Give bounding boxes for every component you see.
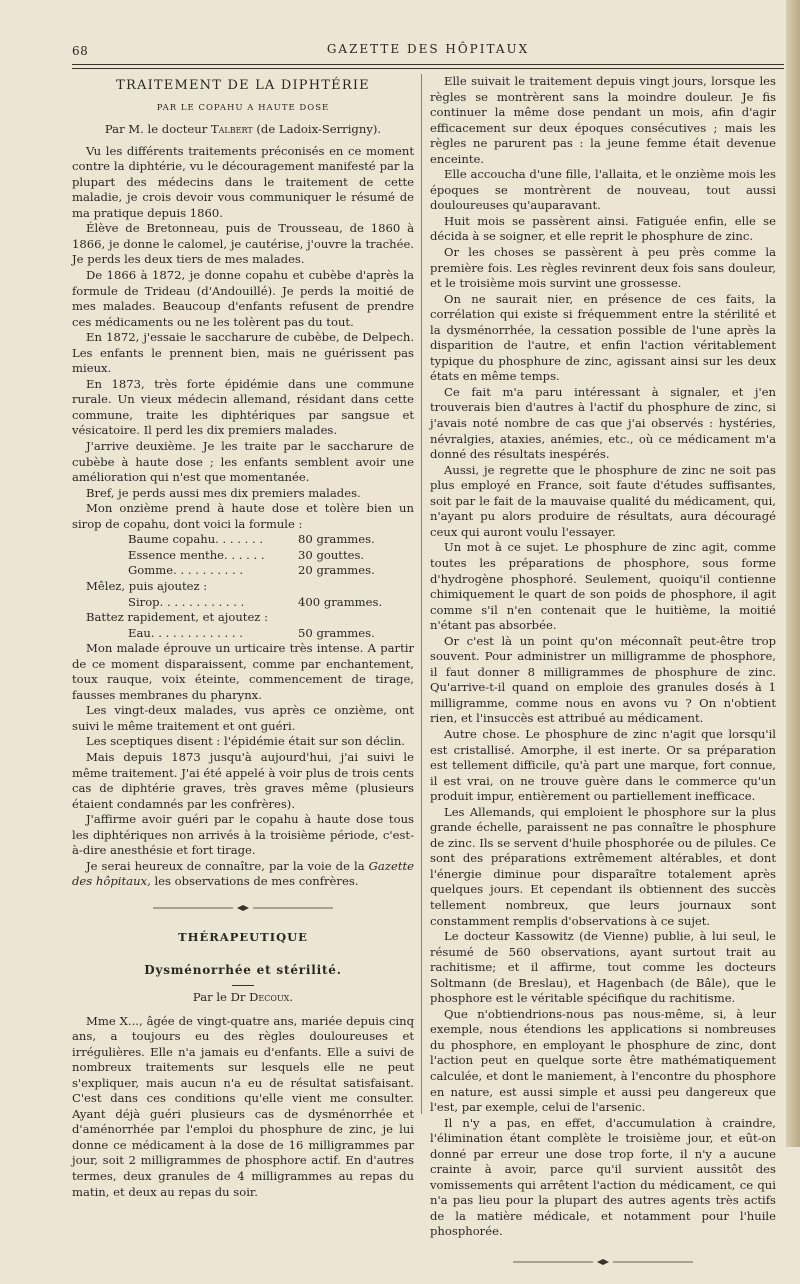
paragraph: J'affirme avoir guéri par le copahu à haute dose tous les diphtériques non arrivés à la troisième période, c'est-à-dire anesthésie et fort tirage.	[72, 812, 414, 858]
recipe-ingredient: Gomme. . . . . . . . . .	[128, 563, 244, 578]
paragraph: Or c'est là un point qu'on méconnaît peut-être trop souvent. Pour administrer un milligramme de phosphore, il faut donner 8 milligrammes de phosphure de zinc. Qu'arrive-t-il quand on emploie des granules dosés à 1 milligramme, comme nous en avons vu ? On n'obtient rien, et l'insuccès est attribué au médicament.	[430, 633, 776, 726]
recipe-line	[72, 626, 414, 642]
paragraph: J'arrive deuxième. Je les traite par le saccharure de cubèbe à haute dose ; les enfants semblent avoir une amélioration qui n'est que momentanée.	[72, 439, 414, 485]
paragraph: Un mot à ce sujet. Le phosphure de zinc agit, comme toutes les préparations de phosphore, sous forme d'hydrogène phosphoré. Seulement, quoiqu'il contienne chimiquement le quart de son poids de phosphore, il agit comme s'il n'en contenait que le huitième, la moitié n'étant pas absorbée.	[430, 540, 776, 633]
byline-author: Decoux.	[249, 989, 294, 1004]
page-header	[72, 40, 784, 60]
paragraph: Mme X..., âgée de vingt-quatre ans, mariée depuis cinq ans, a toujours eu des règles douloureuses et irrégulières. Elle n'a jamais eu d'enfants. Elle a suivi de nombreux traitements sur lesquels elle ne peut s'expliquer, mais aucun n'a eu de résultat satisfaisant. C'est dans ces conditions qu'elle vient me consulter. Ayant déjà guéri plusieurs cas de dysménorrhée et d'aménorrhée par l'emploi du phosphure de zinc, je lui donne ce médicament à la dose de 16 milligrammes par jour, soit 2 milligrammes de phosphore actif. En d'autres termes, deux granules de 4 milligrammes au repas du matin, et deux au repas du soir.	[72, 1013, 414, 1199]
paragraph: Huit mois se passèrent ainsi. Fatiguée enfin, elle se décida à se soigner, et elle reprit le phosphure de zinc.	[430, 213, 776, 244]
recipe-quantity: 80 grammes.	[298, 532, 375, 547]
section-ornament	[72, 904, 414, 912]
recipe-ingredient: Baume copahu. . . . . . .	[128, 532, 264, 547]
recipe-quantity: 50 grammes.	[298, 625, 375, 640]
paragraph: Il n'y a pas, en effet, d'accumulation à craindre, l'élimination étant complète le troisième jour, et eût-on donné par erreur une dose trop forte, il n'y a aucune crainte à avoir, parce qu'il survient aussitôt des vomissements qui arrêtent l'action du médicament, ce qui n'a pas lieu pour la plupart des autres agents très actifs de la matière médicale, et notamment pour l'huile phosphorée.	[430, 1115, 776, 1239]
paragraph: En 1873, très forte épidémie dans une commune rurale. Un vieux médecin allemand, résidant dans cette commune, traite les diphtériques par sangsue et vésicatoire. Il perd les dix premiers malades.	[72, 376, 414, 438]
paragraph: Mais depuis 1873 jusqu'à aujourd'hui, j'ai suivi le même traitement. J'ai été appelé à voir plus de trois cents cas de diphtérie graves, très graves même (plusieurs étaient condamnés par les confrères).	[72, 749, 414, 811]
left-column	[72, 74, 414, 1200]
paragraph	[72, 859, 414, 890]
section-title-therapeutique: THÉRAPEUTIQUE	[178, 929, 308, 944]
article-byline	[72, 122, 414, 138]
recipe-quantity: 30 gouttes.	[298, 547, 365, 562]
page-number: 68	[72, 44, 89, 58]
paragraph: Elle suivait le traitement depuis vingt jours, lorsque les règles se montrèrent sans la moindre douleur. Je fis continuer la même dose pendant un mois, afin d'agir efficacement sur deux époques consécutives ; mais les règles ne parurent pas : la jeune femme était devenue enceinte.	[430, 74, 776, 166]
recipe-ingredient: Essence menthe. . . . . .	[128, 547, 265, 562]
paragraph: On ne saurait nier, en présence de ces faits, la corrélation qui existe si fréquemment entre la stérilité et la dysménorrhée, la cessation possible de l'une après la disparition de l'autre, et enfin l'action véritablement typique du phosphure de zinc, agissant ainsi sur les deux états en même temps.	[430, 291, 776, 384]
recipe-quantity: 20 grammes.	[298, 563, 375, 578]
title-mini-rule	[232, 985, 254, 986]
running-title: GAZETTE DES HÔPITAUX	[326, 42, 530, 56]
byline-prefix: Par M. le docteur	[104, 122, 208, 137]
recipe-line	[72, 548, 414, 564]
article-title-dysmenorrhee: Dysménorrhée et stérilité.	[144, 963, 342, 978]
byline-author: Talbert	[210, 122, 253, 137]
last-para-suffix: les observations de mes confrères.	[154, 874, 359, 889]
article-byline	[72, 990, 414, 1006]
end-ornament	[430, 1258, 776, 1266]
paragraph: Ce fait m'a paru intéressant à signaler, et j'en trouverais bien d'autres à l'actif du phosphure de zinc, si j'avais noté nombre de cas que j'ai observés : hystéries, névralgies, ataxies, anémies, etc., où ce médicament m'a donné des résultats inespérés.	[430, 384, 776, 462]
column-divider	[421, 74, 422, 1114]
recipe-line	[72, 595, 414, 611]
paragraph: En 1872, j'essaie le saccharure de cubèbe, de Delpech. Les enfants le prennent bien, mais ne guérissent pas mieux.	[72, 330, 414, 376]
right-column	[430, 74, 776, 1284]
paragraph: Que n'obtiendrions-nous pas nous-même, si, à leur exemple, nous étendions les applications si nombreuses du phosphore, en employant le phosphure de zinc, dont l'action peut en quelque sorte être mathématiquement calculée, et dont le maniement, à l'encontre du phosphore en nature, est aussi simple et aussi peu dangereux que l'est, par exemple, celui de l'arsenic.	[430, 1006, 776, 1115]
recipe-line	[72, 532, 414, 548]
recipe-ingredient: Eau. . . . . . . . . . . . .	[128, 625, 243, 640]
paragraph: Mon malade éprouve un urticaire très intense. A partir de ce moment disparaissent, comme par enchantement, toux rauque, voix éteinte, commencement de tirage, fausses membranes du pharynx.	[72, 641, 414, 702]
paragraph: Aussi, je regrette que le phosphure de zinc ne soit pas plus employé en France, soit faute d'études suffisantes, soit par le fait de la mauvaise qualité du médicament, qui, n'ayant pu alors produire de résultats, aura découragé ceux qui auront voulu l'essayer.	[430, 462, 776, 539]
paragraph: Les sceptiques disent : l'épidémie était sur son déclin.	[86, 734, 405, 749]
journal-name: Gazette des hôpitaux,	[72, 858, 414, 889]
header-double-rule	[72, 64, 784, 69]
paragraph: Or les choses se passèrent à peu près comme la première fois. Les règles revinrent deux fois sans douleur, et le troisième mois survint une grossesse.	[430, 245, 776, 291]
recipe-instruction: Mêlez, puis ajoutez :	[86, 578, 208, 593]
paragraph: Bref, je perds aussi mes dix premiers malades.	[86, 485, 361, 500]
paragraph: Vu les différents traitements préconisés en ce moment contre la diphtérie, vu le découragement manifesté par la plupart des médecins dans le traitement de cette maladie, je crois devoir vous communiquer le résumé de ma pratique depuis 1860.	[72, 143, 414, 220]
paragraph: De 1866 à 1872, je donne copahu et cubèbe d'après la formule de Trideau (d'Andouillé). Je perds la moitié de mes malades. Beaucoup d'enfants refusent de prendre ces médicaments ou ne les tolèrent pas du tout.	[72, 268, 414, 329]
recipe-instruction: Battez rapidement, et ajoutez :	[86, 610, 269, 625]
byline-prefix: Par le Dr	[192, 989, 246, 1004]
last-para-prefix: Je serai heureux de connaître, par la voie de la	[86, 858, 365, 873]
article-title-diphterie: TRAITEMENT DE LA DIPHTÉRIE	[116, 78, 370, 93]
page-edge-shadow	[786, 0, 800, 1147]
article-subtitle: PAR LE COPAHU A HAUTE DOSE	[156, 102, 330, 113]
paragraph: Le docteur Kassowitz (de Vienne) publie, à lui seul, le résumé de 560 observations, ayant surtout trait au rachitisme; et il affirme, tout comme les docteurs Soltmann (de Breslau), et Hagenbach (de Bâle), que le phosphore est le véritable spécifique du rachitisme.	[430, 929, 776, 1006]
ornament-rule	[153, 904, 333, 912]
recipe-ingredient: Sirop. . . . . . . . . . . .	[128, 594, 245, 609]
ornament-rule	[513, 1258, 693, 1266]
paragraph: Autre chose. Le phosphure de zinc n'agit que lorsqu'il est cristallisé. Amorphe, il est inerte. Or sa préparation est tellement difficile, qu'à part une marque, fort connue, il est vrai, on ne trouve guère dans le commerce qu'un produit impur, entièrement ou partiellement inefficace.	[430, 726, 776, 804]
paragraph: Élève de Bretonneau, puis de Trousseau, de 1860 à 1866, je donne le calomel, je cautérise, j'ouvre la trachée. Je perds les deux tiers de mes malades.	[72, 221, 414, 267]
recipe-line	[72, 563, 414, 579]
recipe-quantity: 400 grammes.	[298, 594, 383, 609]
paragraph: Elle accoucha d'une fille, l'allaita, et le onzième mois les époques se montrèrent de nouveau, tout aussi douloureuses qu'auparavant.	[430, 167, 776, 213]
paragraph: Mon onzième prend à haute dose et tolère bien un sirop de copahu, dont voici la formule :	[72, 501, 414, 531]
paragraph: Les Allemands, qui emploient le phosphore sur la plus grande échelle, paraissent ne pas connaître le phosphure de zinc. Ils se servent d'huile phosphorée ou de pilules. Ce sont des préparations extrêmement altérables, et dont l'énergie diminue pour disparaître totalement après quelques jours. Et cependant ils obtiennent des succès tellement nombreux, que leurs journaux sont constamment remplis d'observations à ce sujet.	[430, 804, 776, 928]
paragraph: Les vingt-deux malades, vus après ce onzième, ont suivi le même traitement et ont guéri.	[72, 703, 414, 733]
byline-suffix: (de Ladoix-Serrigny).	[256, 122, 382, 137]
